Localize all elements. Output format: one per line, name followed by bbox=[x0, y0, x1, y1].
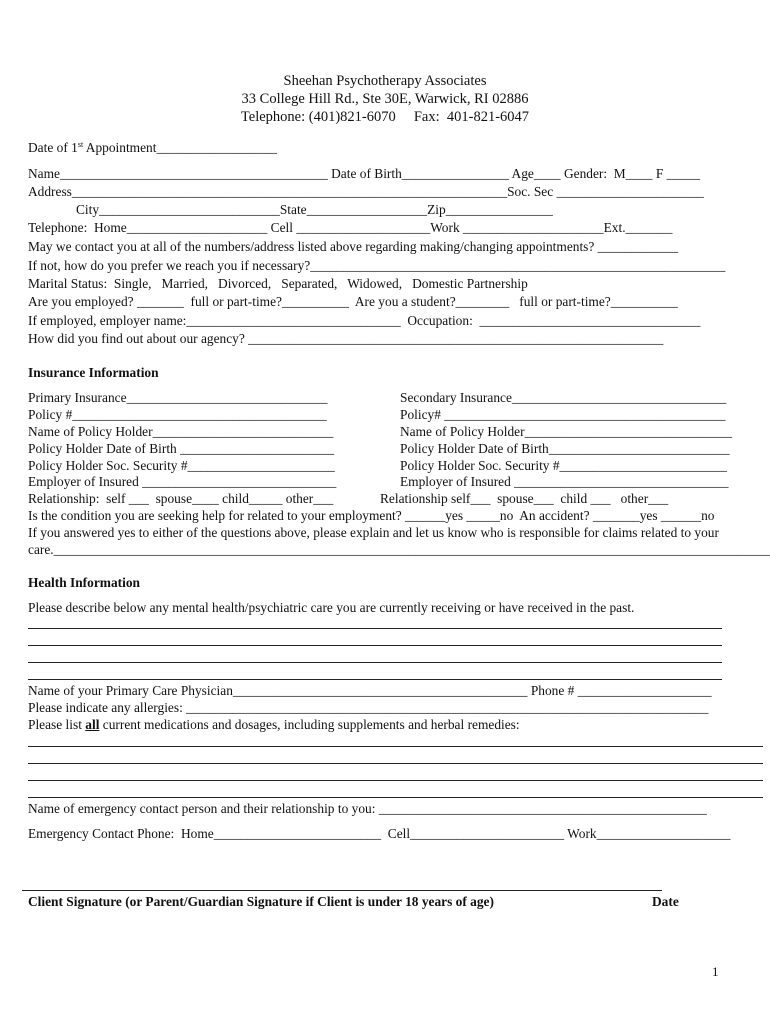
emergency-contact-name-line[interactable]: Name of emergency contact person and their relationship to you: _________________________________________________ bbox=[28, 801, 707, 816]
secondary-holder-ssn-field[interactable]: Policy Holder Soc. Security #_________________________ bbox=[400, 458, 727, 473]
explain-prompt: If you answered yes to either of the questions above, please explain and let us know who is responsible for claims related to your bbox=[28, 525, 719, 540]
marital-status-line[interactable]: Marital Status: Single, Married, Divorced, Separated, Widowed, Domestic Partnership bbox=[28, 276, 528, 291]
city-line[interactable]: City___________________________State__________________Zip________________ bbox=[76, 202, 553, 217]
medications-answer-line[interactable] bbox=[28, 763, 763, 764]
signature-label: Client Signature (or Parent/Guardian Signature if Client is under 18 years of age) bbox=[28, 894, 494, 909]
medications-answer-line[interactable] bbox=[28, 746, 763, 747]
employer-line[interactable]: If employed, employer name:________________________________ Occupation: _________________________________ bbox=[28, 313, 701, 328]
practice-name: Sheehan Psychotherapy Associates bbox=[283, 73, 487, 89]
primary-policy-field[interactable]: Policy #______________________________________ bbox=[28, 407, 327, 422]
primary-holder-dob-field[interactable]: Policy Holder Date of Birth _______________________ bbox=[28, 441, 335, 456]
mental-health-answer-line[interactable] bbox=[28, 679, 722, 680]
date-label: Date bbox=[652, 894, 679, 909]
health-heading: Health Information bbox=[28, 575, 140, 590]
mental-health-answer-line[interactable] bbox=[28, 662, 722, 663]
secondary-holder-name-field[interactable]: Name of Policy Holder_______________________________ bbox=[400, 424, 733, 439]
mental-health-prompt: Please describe below any mental health/psychiatric care you are currently receiving or have received in the past. bbox=[28, 600, 635, 615]
secondary-holder-dob-field[interactable]: Policy Holder Date of Birth___________________________ bbox=[400, 441, 730, 456]
explain-field[interactable]: care.___________________________________________________________________________________________________________ bbox=[28, 542, 770, 557]
employment-line[interactable]: Are you employed? _______ full or part-time?__________ Are you a student?________ full or part-time?__________ bbox=[28, 294, 678, 309]
practice-address: 33 College Hill Rd., Ste 30E, Warwick, RI 02886 bbox=[241, 91, 529, 107]
medications-answer-line[interactable] bbox=[28, 780, 763, 781]
pcp-line[interactable]: Name of your Primary Care Physician____________________________________________ Phone # ____________________ bbox=[28, 683, 712, 698]
page-number: 1 bbox=[712, 964, 719, 979]
primary-relationship-field[interactable]: Relationship: self ___ spouse____ child_____ other___ bbox=[28, 491, 334, 506]
address-line[interactable]: Address_________________________________________________________________Soc. Sec ______________________ bbox=[28, 184, 704, 199]
medications-answer-line[interactable] bbox=[28, 797, 763, 798]
contact-permission-line[interactable]: May we contact you at all of the numbers/address listed above regarding making/changing appointments? ____________ bbox=[28, 239, 679, 254]
secondary-employer-field[interactable]: Employer of Insured ________________________________ bbox=[400, 474, 729, 489]
name-line[interactable]: Name________________________________________ Date of Birth________________ Age____ Gender: M____ F _____ bbox=[28, 166, 701, 181]
referral-line[interactable]: How did you find out about our agency? ______________________________________________________________ bbox=[28, 331, 664, 346]
allergies-line[interactable]: Please indicate any allergies: ______________________________________________________________________________ bbox=[28, 700, 709, 715]
secondary-policy-field[interactable]: Policy# __________________________________________ bbox=[400, 407, 726, 422]
secondary-insurance-field[interactable]: Secondary Insurance________________________________ bbox=[400, 390, 727, 405]
mental-health-answer-line[interactable] bbox=[28, 628, 722, 629]
signature-line[interactable] bbox=[22, 890, 662, 891]
secondary-relationship-field[interactable]: Relationship self___ spouse___ child ___ other___ bbox=[380, 491, 669, 506]
medications-prompt: Please list all current medications and dosages, including supplements and herbal remedies: bbox=[28, 717, 520, 732]
emergency-contact-phone-line[interactable]: Emergency Contact Phone: Home_________________________ Cell_______________________ Work____________________ bbox=[28, 826, 731, 841]
insurance-heading: Insurance Information bbox=[28, 365, 159, 380]
primary-holder-name-field[interactable]: Name of Policy Holder___________________________ bbox=[28, 424, 334, 439]
primary-holder-ssn-field[interactable]: Policy Holder Soc. Security #______________________ bbox=[28, 458, 335, 473]
primary-insurance-field[interactable]: Primary Insurance______________________________ bbox=[28, 390, 328, 405]
primary-employer-field[interactable]: Employer of Insured _____________________________ bbox=[28, 474, 337, 489]
telephone-line[interactable]: Telephone: Home_____________________ Cell ____________________Work _____________________Ext._______ bbox=[28, 220, 673, 235]
practice-contact: Telephone: (401)821-6070 Fax: 401-821-6047 bbox=[240, 109, 530, 125]
mental-health-answer-line[interactable] bbox=[28, 645, 722, 646]
employment-related-question[interactable]: Is the condition you are seeking help for related to your employment? ______yes _____no An accident? _______yes ______no bbox=[28, 508, 715, 523]
date-first-appointment[interactable]: Date of 1st Appointment__________________ bbox=[28, 140, 277, 155]
contact-preference-line[interactable]: If not, how do you prefer we reach you if necessary?______________________________________________________________ bbox=[28, 258, 726, 273]
